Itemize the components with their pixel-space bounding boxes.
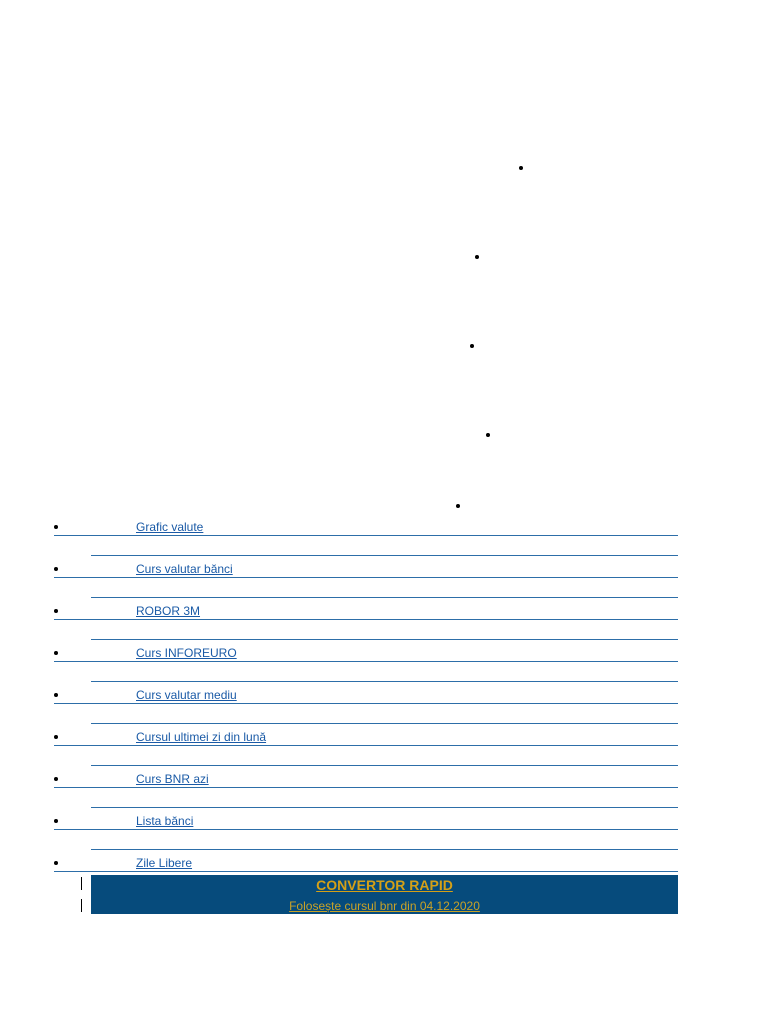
menu-link-zile-libere[interactable]: Zile Libere xyxy=(136,856,193,870)
divider xyxy=(54,577,678,578)
divider xyxy=(54,829,678,830)
menu-item-cursul-ultimei-zi xyxy=(0,724,768,766)
bullet-dot xyxy=(54,525,58,529)
menu-item-curs-inforeuro xyxy=(0,640,768,682)
bullet-dot xyxy=(470,344,474,348)
bullet-dot xyxy=(54,777,58,781)
divider xyxy=(54,787,678,788)
menu-item-grafic-valute xyxy=(0,514,768,556)
menu-link-lista-banci[interactable]: Lista bănci xyxy=(136,814,194,828)
menu-item-curs-valutar-mediu xyxy=(0,682,768,724)
bullet-dot xyxy=(54,861,58,865)
bullet-dot xyxy=(54,693,58,697)
divider xyxy=(54,871,678,872)
converter-title-link[interactable]: CONVERTOR RAPID xyxy=(316,877,453,893)
menu-link-grafic-valute[interactable]: Grafic valute xyxy=(136,520,204,534)
bullet-dot xyxy=(54,735,58,739)
menu-link-curs-valutar-mediu[interactable]: Curs valutar mediu xyxy=(136,688,237,702)
pipe-separator xyxy=(81,899,82,912)
menu-link-curs-valutar-banci[interactable]: Curs valutar bănci xyxy=(136,562,233,576)
converter-banner xyxy=(91,875,678,914)
menu-item-robor-3m xyxy=(0,598,768,640)
divider xyxy=(54,703,678,704)
menu-link-curs-bnr-azi[interactable]: Curs BNR azi xyxy=(136,772,209,786)
bullet-dot xyxy=(519,166,523,170)
converter-rate-link[interactable]: Folosește cursul bnr din 04.12.2020 xyxy=(289,899,480,913)
menu-item-curs-bnr-azi xyxy=(0,766,768,808)
divider xyxy=(54,535,678,536)
bullet-dot xyxy=(486,433,490,437)
menu-link-robor-3m[interactable]: ROBOR 3M xyxy=(136,604,201,618)
menu-link-curs-inforeuro[interactable]: Curs INFOREURO xyxy=(136,646,237,660)
pipe-separator xyxy=(81,877,82,890)
menu-link-cursul-ultimei-zi[interactable]: Cursul ultimei zi din lună xyxy=(136,730,267,744)
menu-item-lista-banci xyxy=(0,808,768,850)
bullet-dot xyxy=(456,504,460,508)
bullet-dot xyxy=(54,567,58,571)
menu-item-curs-valutar-banci xyxy=(0,556,768,598)
divider xyxy=(54,745,678,746)
divider xyxy=(54,661,678,662)
bullet-dot xyxy=(54,819,58,823)
bullet-dot xyxy=(475,255,479,259)
bullet-dot xyxy=(54,651,58,655)
bullet-dot xyxy=(54,609,58,613)
divider xyxy=(54,619,678,620)
